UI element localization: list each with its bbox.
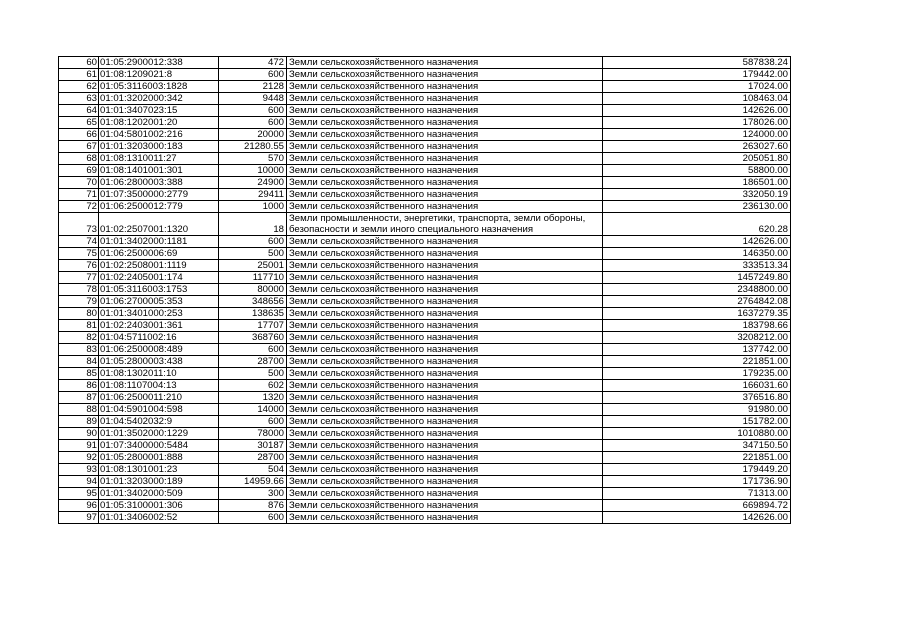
row-number-cell: 92 bbox=[59, 452, 99, 464]
cadastral-number-cell: 01:05:2800003:438 bbox=[99, 356, 219, 368]
cadastral-number-cell: 01:08:1401001:301 bbox=[99, 165, 219, 177]
area-cell: 17707 bbox=[219, 320, 287, 332]
value-cell: 91980.00 bbox=[603, 404, 791, 416]
land-plots-table-body bbox=[59, 57, 791, 524]
cadastral-number-cell: 01:01:3203000:183 bbox=[99, 141, 219, 153]
row-number-cell: 73 bbox=[59, 213, 99, 236]
row-number-cell: 64 bbox=[59, 105, 99, 117]
value-cell: 376516.80 bbox=[603, 392, 791, 404]
area-cell: 2128 bbox=[219, 81, 287, 93]
cadastral-number-cell: 01:06:2800003:388 bbox=[99, 177, 219, 189]
value-cell: 333513.34 bbox=[603, 260, 791, 272]
area-cell: 1320 bbox=[219, 392, 287, 404]
land-plots-table bbox=[58, 56, 791, 524]
value-cell: 221851.00 bbox=[603, 356, 791, 368]
area-cell: 14000 bbox=[219, 404, 287, 416]
land-category-cell: Земли сельскохозяйственного назначения bbox=[287, 500, 603, 512]
table-row bbox=[59, 177, 791, 189]
area-cell: 570 bbox=[219, 153, 287, 165]
value-cell: 108463.04 bbox=[603, 93, 791, 105]
value-cell: 179442.00 bbox=[603, 69, 791, 81]
cadastral-number-cell: 01:05:2900012:338 bbox=[99, 57, 219, 69]
value-cell: 205051.80 bbox=[603, 153, 791, 165]
row-number-cell: 77 bbox=[59, 272, 99, 284]
land-category-cell: Земли сельскохозяйственного назначения bbox=[287, 69, 603, 81]
cadastral-number-cell: 01:02:2403001:361 bbox=[99, 320, 219, 332]
table-row bbox=[59, 69, 791, 81]
land-category-cell: Земли сельскохозяйственного назначения bbox=[287, 404, 603, 416]
cadastral-number-cell: 01:06:2500008:489 bbox=[99, 344, 219, 356]
value-cell: 151782.00 bbox=[603, 416, 791, 428]
area-cell: 14959.66 bbox=[219, 476, 287, 488]
value-cell: 58800.00 bbox=[603, 165, 791, 177]
land-category-cell: Земли сельскохозяйственного назначения bbox=[287, 464, 603, 476]
table-row bbox=[59, 201, 791, 213]
row-number-cell: 62 bbox=[59, 81, 99, 93]
table-row bbox=[59, 213, 791, 236]
row-number-cell: 67 bbox=[59, 141, 99, 153]
value-cell: 2764842.08 bbox=[603, 296, 791, 308]
land-category-cell: Земли сельскохозяйственного назначения bbox=[287, 440, 603, 452]
table-row bbox=[59, 153, 791, 165]
table-row bbox=[59, 165, 791, 177]
cadastral-number-cell: 01:08:1301001:23 bbox=[99, 464, 219, 476]
cadastral-number-cell: 01:01:3402000:1181 bbox=[99, 236, 219, 248]
land-category-cell: Земли сельскохозяйственного назначения bbox=[287, 416, 603, 428]
cadastral-number-cell: 01:05:2800001:888 bbox=[99, 452, 219, 464]
area-cell: 21280.55 bbox=[219, 141, 287, 153]
value-cell: 183798.66 bbox=[603, 320, 791, 332]
row-number-cell: 66 bbox=[59, 129, 99, 141]
cadastral-number-cell: 01:01:3406002:52 bbox=[99, 512, 219, 524]
table-row bbox=[59, 272, 791, 284]
area-cell: 138635 bbox=[219, 308, 287, 320]
row-number-cell: 78 bbox=[59, 284, 99, 296]
land-category-cell: Земли сельскохозяйственного назначения bbox=[287, 189, 603, 201]
table-row bbox=[59, 500, 791, 512]
land-category-cell: Земли сельскохозяйственного назначения bbox=[287, 332, 603, 344]
row-number-cell: 89 bbox=[59, 416, 99, 428]
cadastral-number-cell: 01:06:2500011:210 bbox=[99, 392, 219, 404]
area-cell: 25001 bbox=[219, 260, 287, 272]
table-row bbox=[59, 296, 791, 308]
land-category-cell: Земли сельскохозяйственного назначения bbox=[287, 105, 603, 117]
table-row bbox=[59, 452, 791, 464]
cadastral-number-cell: 01:08:1209021:8 bbox=[99, 69, 219, 81]
value-cell: 669894.72 bbox=[603, 500, 791, 512]
land-category-cell: Земли сельскохозяйственного назначения bbox=[287, 93, 603, 105]
area-cell: 78000 bbox=[219, 428, 287, 440]
table-row bbox=[59, 105, 791, 117]
row-number-cell: 74 bbox=[59, 236, 99, 248]
table-row bbox=[59, 308, 791, 320]
area-cell: 500 bbox=[219, 368, 287, 380]
table-row bbox=[59, 416, 791, 428]
value-cell: 124000.00 bbox=[603, 129, 791, 141]
table-row bbox=[59, 428, 791, 440]
row-number-cell: 84 bbox=[59, 356, 99, 368]
cadastral-number-cell: 01:06:2500006:69 bbox=[99, 248, 219, 260]
cadastral-number-cell: 01:01:3203000:189 bbox=[99, 476, 219, 488]
value-cell: 171736.90 bbox=[603, 476, 791, 488]
row-number-cell: 63 bbox=[59, 93, 99, 105]
value-cell: 17024.00 bbox=[603, 81, 791, 93]
value-cell: 146350.00 bbox=[603, 248, 791, 260]
land-category-cell: Земли сельскохозяйственного назначения bbox=[287, 320, 603, 332]
land-category-cell: Земли сельскохозяйственного назначения bbox=[287, 284, 603, 296]
cadastral-number-cell: 01:08:1302011:10 bbox=[99, 368, 219, 380]
row-number-cell: 79 bbox=[59, 296, 99, 308]
land-category-cell: Земли сельскохозяйственного назначения bbox=[287, 81, 603, 93]
land-category-cell: Земли сельскохозяйственного назначения bbox=[287, 248, 603, 260]
table-row bbox=[59, 284, 791, 296]
row-number-cell: 91 bbox=[59, 440, 99, 452]
area-cell: 600 bbox=[219, 236, 287, 248]
value-cell: 263027.60 bbox=[603, 141, 791, 153]
land-category-cell: Земли сельскохозяйственного назначения bbox=[287, 129, 603, 141]
table-row bbox=[59, 236, 791, 248]
land-category-cell: Земли сельскохозяйственного назначения bbox=[287, 272, 603, 284]
table-row bbox=[59, 356, 791, 368]
cadastral-number-cell: 01:07:3500000:2779 bbox=[99, 189, 219, 201]
table-row bbox=[59, 440, 791, 452]
table-row bbox=[59, 392, 791, 404]
area-cell: 602 bbox=[219, 380, 287, 392]
area-cell: 876 bbox=[219, 500, 287, 512]
land-category-cell: Земли сельскохозяйственного назначения bbox=[287, 476, 603, 488]
land-category-cell: Земли сельскохозяйственного назначения bbox=[287, 153, 603, 165]
row-number-cell: 95 bbox=[59, 488, 99, 500]
cadastral-number-cell: 01:01:3401000:253 bbox=[99, 308, 219, 320]
area-cell: 18 bbox=[219, 213, 287, 236]
value-cell: 179449.20 bbox=[603, 464, 791, 476]
land-category-cell: Земли сельскохозяйственного назначения bbox=[287, 141, 603, 153]
cadastral-number-cell: 01:06:2500012:779 bbox=[99, 201, 219, 213]
value-cell: 620.28 bbox=[603, 213, 791, 236]
table-row bbox=[59, 404, 791, 416]
cadastral-number-cell: 01:04:5402032:9 bbox=[99, 416, 219, 428]
row-number-cell: 68 bbox=[59, 153, 99, 165]
row-number-cell: 97 bbox=[59, 512, 99, 524]
row-number-cell: 60 bbox=[59, 57, 99, 69]
row-number-cell: 90 bbox=[59, 428, 99, 440]
land-category-cell: Земли промышленности, энергетики, транспорта, земли обороны, безопасности и земли иного специального назначения bbox=[287, 213, 603, 236]
value-cell: 137742.00 bbox=[603, 344, 791, 356]
row-number-cell: 88 bbox=[59, 404, 99, 416]
value-cell: 1637279.35 bbox=[603, 308, 791, 320]
row-number-cell: 70 bbox=[59, 177, 99, 189]
table-row bbox=[59, 344, 791, 356]
land-category-cell: Земли сельскохозяйственного назначения bbox=[287, 488, 603, 500]
cadastral-number-cell: 01:08:1107004:13 bbox=[99, 380, 219, 392]
value-cell: 71313.00 bbox=[603, 488, 791, 500]
area-cell: 20000 bbox=[219, 129, 287, 141]
table-row bbox=[59, 464, 791, 476]
area-cell: 368760 bbox=[219, 332, 287, 344]
row-number-cell: 71 bbox=[59, 189, 99, 201]
cadastral-number-cell: 01:05:3100001:306 bbox=[99, 500, 219, 512]
row-number-cell: 85 bbox=[59, 368, 99, 380]
row-number-cell: 81 bbox=[59, 320, 99, 332]
table-row bbox=[59, 189, 791, 201]
row-number-cell: 72 bbox=[59, 201, 99, 213]
value-cell: 178026.00 bbox=[603, 117, 791, 129]
table-row bbox=[59, 332, 791, 344]
row-number-cell: 86 bbox=[59, 380, 99, 392]
row-number-cell: 96 bbox=[59, 500, 99, 512]
table-row bbox=[59, 81, 791, 93]
value-cell: 142626.00 bbox=[603, 512, 791, 524]
land-category-cell: Земли сельскохозяйственного назначения bbox=[287, 356, 603, 368]
cadastral-number-cell: 01:01:3502000:1229 bbox=[99, 428, 219, 440]
area-cell: 500 bbox=[219, 248, 287, 260]
value-cell: 2348800.00 bbox=[603, 284, 791, 296]
area-cell: 348656 bbox=[219, 296, 287, 308]
area-cell: 472 bbox=[219, 57, 287, 69]
table-row bbox=[59, 248, 791, 260]
cadastral-number-cell: 01:01:3202000:342 bbox=[99, 93, 219, 105]
value-cell: 332050.19 bbox=[603, 189, 791, 201]
row-number-cell: 82 bbox=[59, 332, 99, 344]
value-cell: 3208212.00 bbox=[603, 332, 791, 344]
row-number-cell: 61 bbox=[59, 69, 99, 81]
value-cell: 221851.00 bbox=[603, 452, 791, 464]
land-category-cell: Земли сельскохозяйственного назначения bbox=[287, 165, 603, 177]
land-category-cell: Земли сельскохозяйственного назначения bbox=[287, 296, 603, 308]
land-category-cell: Земли сельскохозяйственного назначения bbox=[287, 512, 603, 524]
row-number-cell: 69 bbox=[59, 165, 99, 177]
value-cell: 142626.00 bbox=[603, 105, 791, 117]
table-row bbox=[59, 57, 791, 69]
cadastral-number-cell: 01:04:5901004:598 bbox=[99, 404, 219, 416]
land-category-cell: Земли сельскохозяйственного назначения bbox=[287, 117, 603, 129]
row-number-cell: 94 bbox=[59, 476, 99, 488]
cadastral-number-cell: 01:02:2508001:1119 bbox=[99, 260, 219, 272]
land-category-cell: Земли сельскохозяйственного назначения bbox=[287, 308, 603, 320]
land-category-cell: Земли сельскохозяйственного назначения bbox=[287, 236, 603, 248]
table-row bbox=[59, 129, 791, 141]
cadastral-number-cell: 01:01:3407023:15 bbox=[99, 105, 219, 117]
area-cell: 300 bbox=[219, 488, 287, 500]
cadastral-number-cell: 01:08:1202001:20 bbox=[99, 117, 219, 129]
table-row bbox=[59, 117, 791, 129]
land-category-cell: Земли сельскохозяйственного назначения bbox=[287, 380, 603, 392]
land-category-cell: Земли сельскохозяйственного назначения bbox=[287, 260, 603, 272]
area-cell: 10000 bbox=[219, 165, 287, 177]
value-cell: 1010880.00 bbox=[603, 428, 791, 440]
area-cell: 24900 bbox=[219, 177, 287, 189]
land-category-cell: Земли сельскохозяйственного назначения bbox=[287, 344, 603, 356]
cadastral-number-cell: 01:05:3116003:1828 bbox=[99, 81, 219, 93]
row-number-cell: 75 bbox=[59, 248, 99, 260]
area-cell: 600 bbox=[219, 416, 287, 428]
land-category-cell: Земли сельскохозяйственного назначения bbox=[287, 201, 603, 213]
cadastral-number-cell: 01:02:2405001:174 bbox=[99, 272, 219, 284]
value-cell: 236130.00 bbox=[603, 201, 791, 213]
area-cell: 504 bbox=[219, 464, 287, 476]
cadastral-number-cell: 01:04:5801002:216 bbox=[99, 129, 219, 141]
area-cell: 80000 bbox=[219, 284, 287, 296]
area-cell: 600 bbox=[219, 105, 287, 117]
value-cell: 179235.00 bbox=[603, 368, 791, 380]
table-row bbox=[59, 488, 791, 500]
value-cell: 166031.60 bbox=[603, 380, 791, 392]
table-row bbox=[59, 512, 791, 524]
area-cell: 117710 bbox=[219, 272, 287, 284]
area-cell: 28700 bbox=[219, 452, 287, 464]
value-cell: 142626.00 bbox=[603, 236, 791, 248]
land-category-cell: Земли сельскохозяйственного назначения bbox=[287, 177, 603, 189]
value-cell: 347150.50 bbox=[603, 440, 791, 452]
value-cell: 1457249.80 bbox=[603, 272, 791, 284]
row-number-cell: 87 bbox=[59, 392, 99, 404]
cadastral-number-cell: 01:06:2700005:353 bbox=[99, 296, 219, 308]
land-category-cell: Земли сельскохозяйственного назначения bbox=[287, 428, 603, 440]
table-row bbox=[59, 476, 791, 488]
land-category-cell: Земли сельскохозяйственного назначения bbox=[287, 452, 603, 464]
table-row bbox=[59, 141, 791, 153]
cadastral-number-cell: 01:04:5711002:16 bbox=[99, 332, 219, 344]
land-category-cell: Земли сельскохозяйственного назначения bbox=[287, 392, 603, 404]
row-number-cell: 80 bbox=[59, 308, 99, 320]
row-number-cell: 83 bbox=[59, 344, 99, 356]
row-number-cell: 93 bbox=[59, 464, 99, 476]
table-row bbox=[59, 320, 791, 332]
value-cell: 587838.24 bbox=[603, 57, 791, 69]
table-row bbox=[59, 368, 791, 380]
cadastral-number-cell: 01:08:1310011:27 bbox=[99, 153, 219, 165]
land-category-cell: Земли сельскохозяйственного назначения bbox=[287, 368, 603, 380]
area-cell: 600 bbox=[219, 69, 287, 81]
area-cell: 28700 bbox=[219, 356, 287, 368]
area-cell: 600 bbox=[219, 512, 287, 524]
value-cell: 186501.00 bbox=[603, 177, 791, 189]
row-number-cell: 76 bbox=[59, 260, 99, 272]
area-cell: 1000 bbox=[219, 201, 287, 213]
area-cell: 600 bbox=[219, 344, 287, 356]
area-cell: 30187 bbox=[219, 440, 287, 452]
land-category-cell: Земли сельскохозяйственного назначения bbox=[287, 57, 603, 69]
area-cell: 29411 bbox=[219, 189, 287, 201]
cadastral-number-cell: 01:05:3116003:1753 bbox=[99, 284, 219, 296]
area-cell: 9448 bbox=[219, 93, 287, 105]
table-row bbox=[59, 380, 791, 392]
table-row bbox=[59, 260, 791, 272]
area-cell: 600 bbox=[219, 117, 287, 129]
cadastral-number-cell: 01:02:2507001:1320 bbox=[99, 213, 219, 236]
cadastral-number-cell: 01:01:3402000:509 bbox=[99, 488, 219, 500]
row-number-cell: 65 bbox=[59, 117, 99, 129]
cadastral-number-cell: 01:07:3400000:5484 bbox=[99, 440, 219, 452]
table-row bbox=[59, 93, 791, 105]
